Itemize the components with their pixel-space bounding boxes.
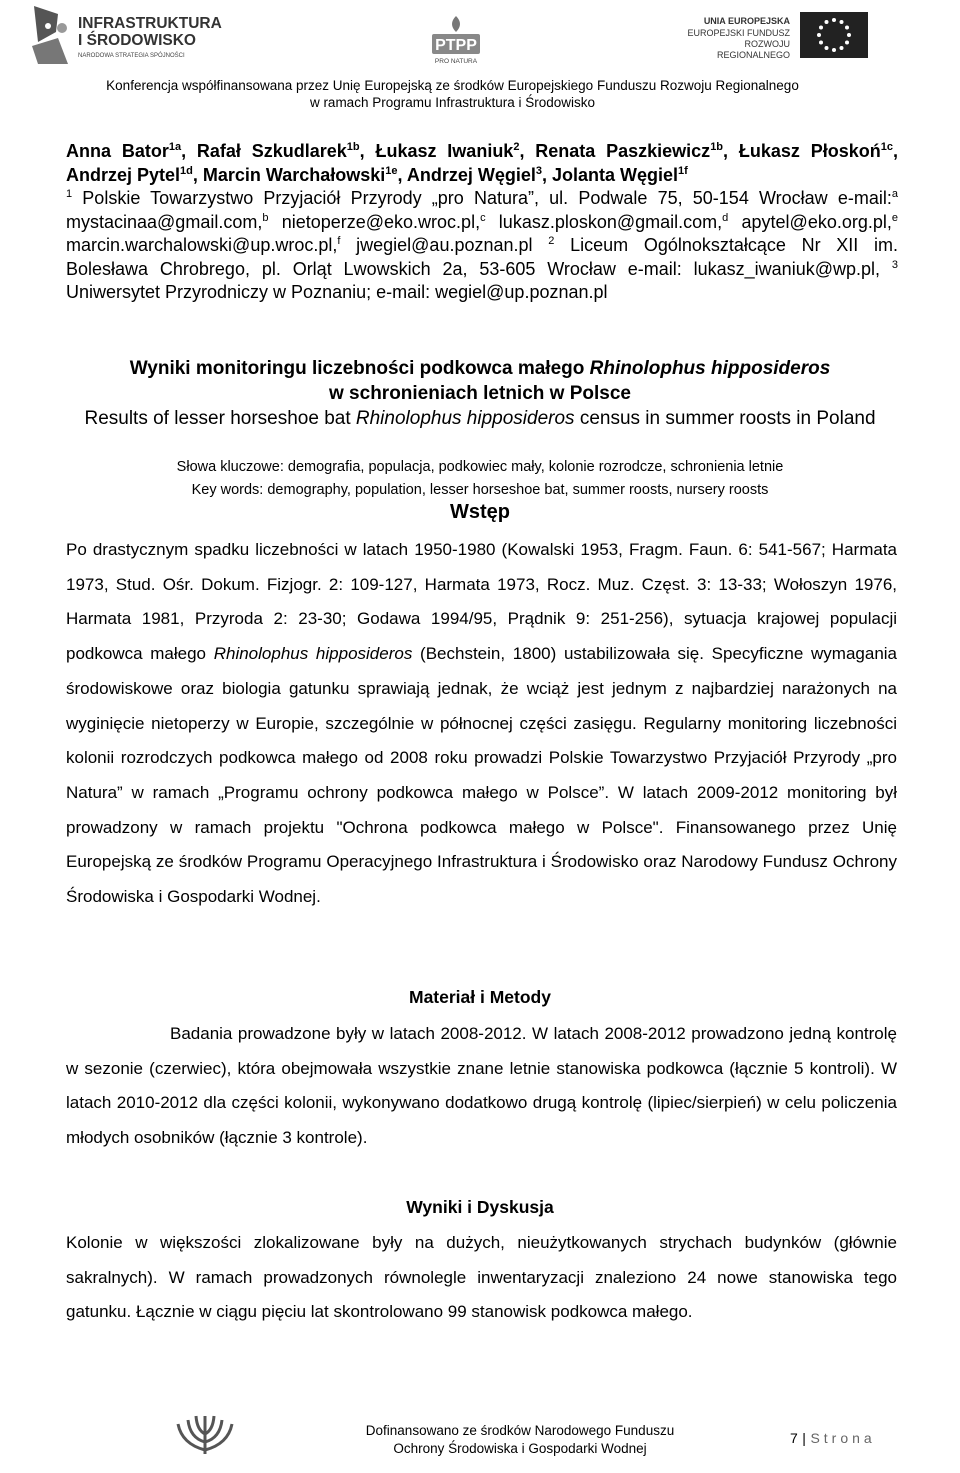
email-text: lukasz.ploskon@gmail.com,	[485, 211, 723, 232]
affiliation-superscript: a	[891, 188, 898, 200]
footer-funding-note	[360, 1422, 680, 1458]
email-text: apytel@eko.org.pl,	[728, 211, 892, 232]
eu-flag-icon	[800, 12, 868, 58]
species-name: Rhinolophus hipposideros	[589, 358, 831, 379]
author-superscript: 1d	[180, 164, 193, 177]
author-name: , Andrzej Węgiel	[397, 164, 536, 185]
title-english-text: Results of lesser horseshoe bat	[84, 408, 356, 429]
logo-left-line1: INFRASTRUKTURA	[78, 15, 222, 32]
keywords-polish: Słowa kluczowe: demografia, populacja, podkowiec mały, kolonie rozrodcze, schronienia letnie	[176, 459, 784, 475]
logo-left-line2: I ŚRODOWISKO	[78, 32, 196, 49]
ptpp-logo	[430, 14, 482, 68]
eu-logo	[678, 12, 930, 58]
email-text: mystacinaa@gmail.com,	[66, 211, 263, 232]
page-separator: |	[802, 1430, 807, 1446]
author-superscript: 1b	[710, 141, 724, 153]
methods-text: Badania prowadzone były w latach 2008-2012. W latach 2008-2012 prowadzono jedną kontrolę w sezonie (czerwiec), która obejmowała wszystkie znane letnie stanowiska podkowca (łącznie 5 kontroli). W latach 2010-2012 dla części kolonii, wykonywano dodatkowo drugą kontrolę (lipiec/sierpień) w celu policzenia młodych osobników (łącznie 3 kontrole).	[66, 1024, 897, 1148]
author-name: , Marcin Warchałowski	[192, 164, 386, 185]
affiliation-superscript: 1	[66, 188, 73, 200]
author-superscript: 1c	[880, 141, 893, 153]
author-superscript: 1f	[678, 164, 688, 177]
affiliation-superscript: b	[262, 211, 269, 224]
author-superscript: 3	[535, 164, 543, 177]
section-heading-intro: Wstęp	[450, 501, 510, 523]
header-conference-line2: w ramach Programu Infrastruktura i Środowisko	[309, 95, 596, 110]
logo-right-line3: ROZWOJU REGIONALNEGO	[716, 39, 790, 60]
logo-left-line3: NARODOWA STRATEGIA SPÓJNOŚCI	[78, 53, 185, 59]
email-text: jwegiel@au.poznan.pl	[340, 235, 533, 255]
page-number	[790, 1430, 876, 1446]
author-superscript: 1e	[385, 164, 398, 177]
nfosigw-logo	[170, 1410, 240, 1458]
author-name: , Jolanta Węgiel	[542, 164, 679, 185]
logo-right-line1: UNIA EUROPEJSKA	[703, 16, 790, 26]
email-text: marcin.warchalowski@up.wroc.pl,	[66, 235, 338, 255]
infrastruktura-logo	[28, 2, 228, 68]
author-name: , Łukasz Iwaniuk	[359, 141, 514, 161]
author-superscript: 1a	[168, 141, 182, 153]
methods-paragraph	[66, 1017, 897, 1156]
title-polish-text: w schronieniach letnich w Polsce	[329, 383, 631, 404]
section-heading-results: Wyniki i Dyskusja	[406, 1197, 554, 1217]
author-superscript: 1b	[346, 141, 360, 153]
author-name: , Łukasz Płoskoń	[723, 141, 881, 161]
species-name: Rhinolophus hipposideros	[213, 644, 413, 664]
header-conference-line1: Konferencja współfinansowana przez Unię Europejską ze środków Europejskiego Funduszu Rozwoju Regionalnego	[106, 78, 799, 93]
intro-text: Po drastycznym spadku liczebności w latach 1950-1980 (Kowalski 1953, Fragm. Faun. 6: 541-567; Harmata 1973, Stud. Ośr. Dokum. Fizjogr. 2: 109-127, Harmata 1973, Rocz. Muz. Częst. 3: 13-33; Wołoszyn 1976, Harmata 1981, Przyroda 2: 23-30; Godawa 1994/95, Prądnik 9: 251-256), sytuacja krajowej populacji podkowca małego	[66, 540, 897, 664]
author-name: , Andrzej Pytel	[66, 141, 898, 185]
email-text: nietoperze@eko.wroc.pl,	[268, 211, 481, 232]
title-polish-text: Wyniki monitoringu liczebności podkowca małego	[129, 358, 590, 379]
affiliation-superscript: f	[337, 235, 341, 247]
affiliation-superscript: 3	[891, 258, 898, 271]
logo-mid-line1: PRO NATURA	[434, 58, 478, 65]
author-name: , Rafał Szkudlarek	[181, 141, 347, 161]
section-heading-methods: Materiał i Metody	[409, 987, 551, 1007]
affiliation-text: Liceum Ogólnokształcące Nr XII im. Bolesława Chrobrego, pl. Orląt Lwowskich 2a, 53-605 Wrocław e-mail: lukasz_iwaniuk@wp.pl,	[66, 235, 899, 279]
affiliation-superscript: c	[480, 211, 486, 224]
author-name: , Renata Paszkiewicz	[519, 141, 711, 161]
title-english-text: census in summer roosts in Poland	[574, 408, 876, 429]
author-superscript: 2	[513, 141, 520, 153]
species-name: Rhinolophus hipposideros	[355, 408, 575, 429]
page-label: Strona	[810, 1430, 876, 1446]
affiliations	[66, 187, 898, 305]
affiliation-superscript: e	[891, 211, 899, 224]
affiliation-superscript: d	[722, 211, 729, 224]
footer-line: Ochrony Środowiska i Gospodarki Wodnej	[393, 1441, 647, 1456]
affiliation-text: Uniwersytet Przyrodniczy w Poznaniu; e-mail: wegiel@up.poznan.pl	[66, 282, 608, 302]
keywords-english: Key words: demography, population, lesser horseshoe bat, summer roosts, nursery roosts	[191, 482, 769, 498]
page-number-value: 7	[790, 1430, 799, 1446]
intro-paragraph	[66, 533, 897, 915]
footer-line: Dofinansowano ze środków Narodowego Funduszu	[365, 1423, 675, 1438]
author-names	[66, 140, 898, 187]
title-english	[40, 406, 920, 431]
results-paragraph: Kolonie w większości zlokalizowane były na dużych, nieużytkowanych strychach budynków (głównie sakralnych). W ramach prowadzonych równolegle inwentaryzacji znaleziono 24 nowe stanowiska tego gatunku. Łącznie w ciągu pięciu lat skontrolowano 99 stanowisk podkowca małego.	[66, 1233, 897, 1322]
title-polish	[40, 356, 920, 406]
intro-text: (Bechstein, 1800) ustabilizowała się. Specyficzne wymagania środowiskowe oraz biologia gatunku sprawiają jednak, że wciąż jest jednym z najbardziej narażonych na wyginięcie nietoperzy w Europie, szczególnie w północnej części zasięgu. Regularny monitoring liczebności kolonii rozrodczych podkowca małego od 2008 roku prowadzi Polskie Towarzystwo Przyjaciół Przyrody „pro Natura” w ramach „Programu ochrony podkowca małego w Polsce”. W latach 2009-2012 monitoring był prowadzony w ramach projektu "Ochrona podkowca małego w Polsce". Finansowanego przez Unię Europejską ze środków Programu Operacyjnego Infrastruktura i Środowisko oraz Narodowy Fundusz Ochrony Środowiska i Gospodarki Wodnej.	[66, 644, 898, 907]
affiliation-text: Polskie Towarzystwo Przyjaciół Przyrody „pro Natura”, ul. Podwale 75, 50-154 Wrocław e-mail:	[72, 188, 892, 208]
affiliation-superscript: 2	[548, 235, 555, 247]
author-name: Anna Bator	[66, 141, 169, 161]
svg-text:PTPP: PTPP	[435, 37, 477, 54]
logo-right-line2: EUROPEJSKI FUNDUSZ	[687, 28, 790, 38]
authors-block	[66, 140, 898, 305]
